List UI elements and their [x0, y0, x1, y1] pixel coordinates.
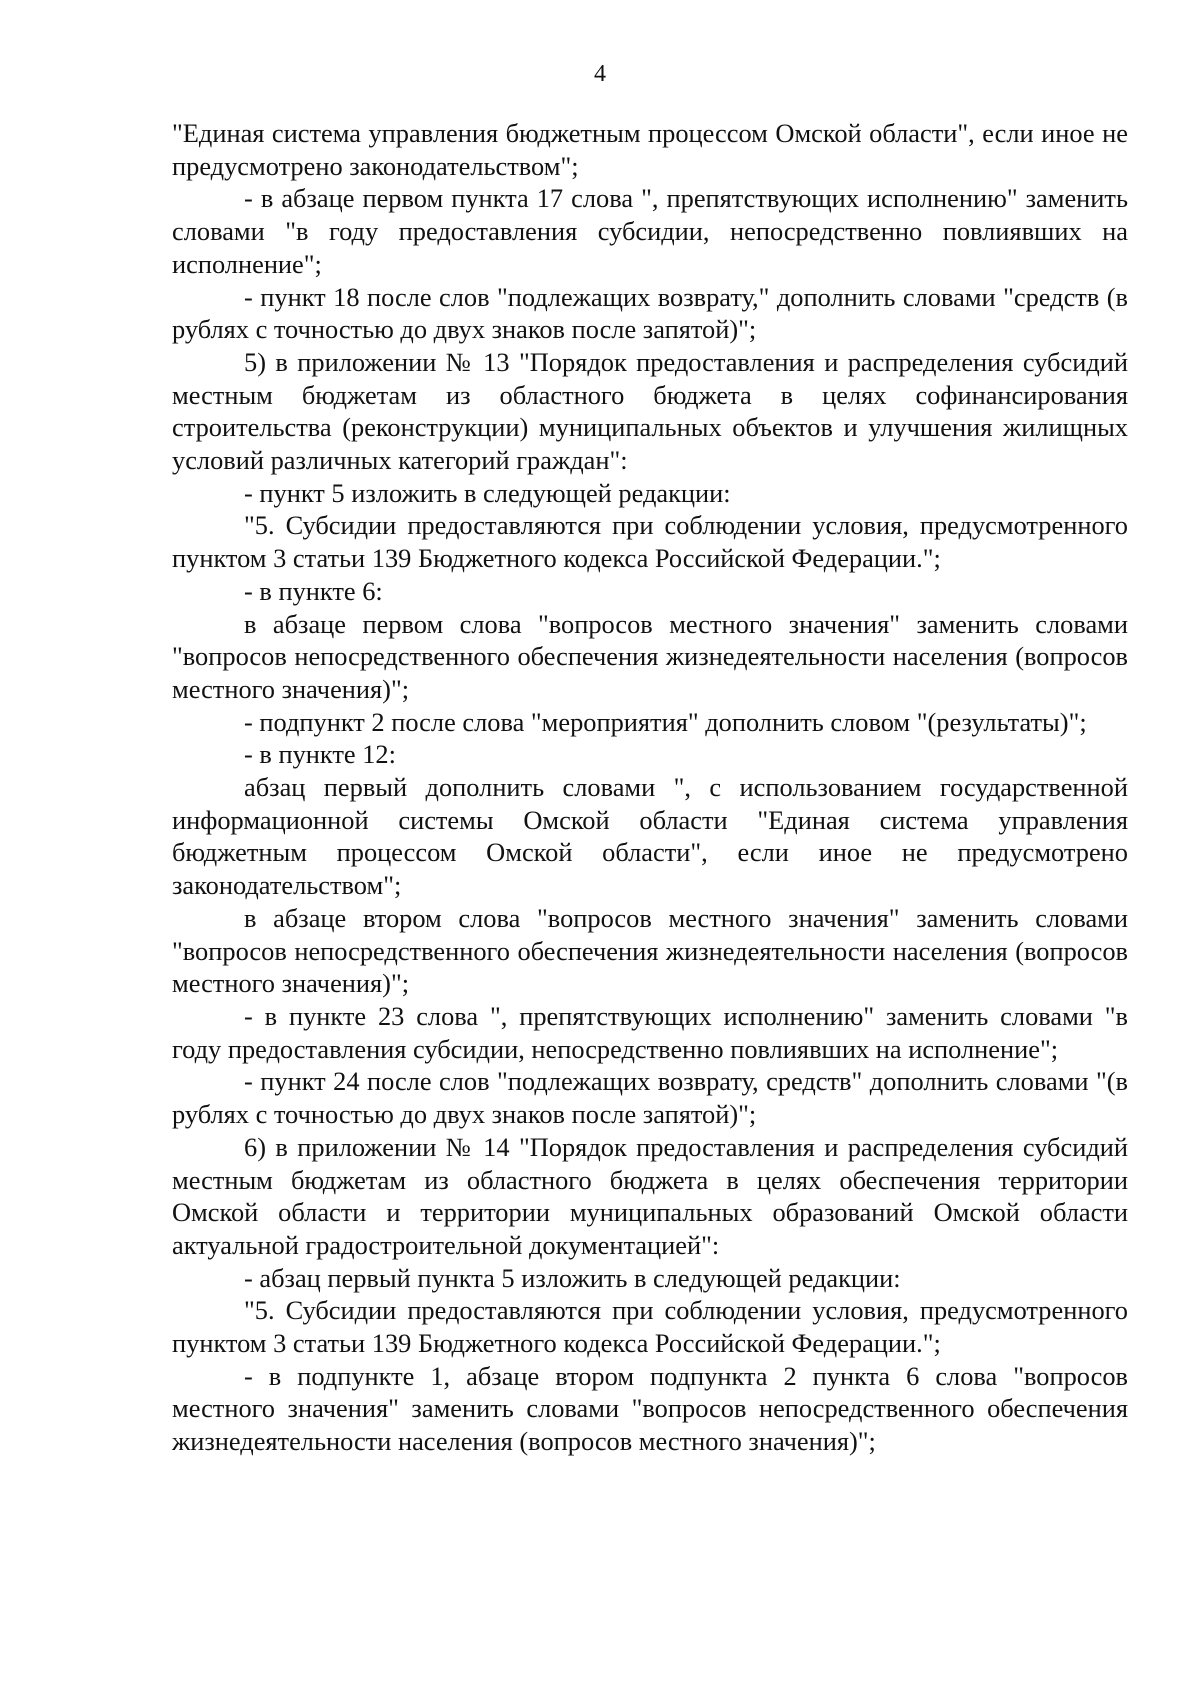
paragraph: - в пункте 6: [244, 575, 383, 606]
paragraph: - в абзаце первом пункта 17 слова ", препятствующих исполнению" заменить словами "в году предоставления субсидии, непосредственно повлиявших на исполнение"; [172, 183, 1128, 279]
paragraph: - в пункте 23 слова ", препятствующих исполнению" заменить словами "в году предоставления субсидии, непосредственно повлиявших на исполнение"; [172, 1000, 1128, 1064]
paragraph: в абзаце первом слова "вопросов местного значения" заменить словами "вопросов непосредственного обеспечения жизнедеятельности населения (вопросов местного значения)"; [172, 608, 1128, 704]
paragraph: "5. Субсидии предоставляются при соблюдении условия, предусмотренного пунктом 3 статьи 139 Бюджетного кодекса Российской Федерации."; [172, 1295, 1128, 1359]
paragraph: "5. Субсидии предоставляются при соблюдении условия, предусмотренного пунктом 3 статьи 139 Бюджетного кодекса Российской Федерации."; [172, 510, 1128, 574]
paragraph: в абзаце втором слова "вопросов местного значения" заменить словами "вопросов непосредственного обеспечения жизнедеятельности населения (вопросов местного значения)"; [172, 902, 1128, 999]
paragraph: абзац первый дополнить словами ", с использованием государственной информационной системы Омской области "Единая система управления бюджетным процессом Омской области", если иное не предусмотрено законодательством"; [172, 772, 1128, 901]
paragraph: - пункт 5 изложить в следующей редакции: [244, 477, 731, 508]
paragraph: - в пункте 12: [244, 739, 396, 770]
paragraph: 5) в приложении № 13 "Порядок предоставления и распределения субсидий местным бюджетам из областного бюджета в целях софинансирования строительства (реконструкции) муниципальных объектов и улучшения жилищных условий различных категорий граждан": [172, 346, 1128, 476]
document-body [172, 117, 1128, 1458]
paragraph: - подпункт 2 после слова "мероприятия" дополнить словом "(результаты)"; [244, 706, 1087, 737]
paragraph: - пункт 18 после слов "подлежащих возврату," дополнить словами "средств (в рублях с точностью до двух знаков после запятой)"; [172, 281, 1128, 345]
page-number: 4 [594, 61, 606, 87]
paragraph: - пункт 24 после слов "подлежащих возврату, средств" дополнить словами "(в рублях с точностью до двух знаков после запятой)"; [172, 1066, 1128, 1130]
paragraph: "Единая система управления бюджетным процессом Омской области", если иное не предусмотрено законодательством"; [172, 118, 1128, 181]
paragraph: - в подпункте 1, абзаце втором подпункта 2 пункта 6 слова "вопросов местного значения" заменить словами "вопросов непосредственного обеспечения жизнедеятельности населения (вопросов местного значения)"; [172, 1360, 1128, 1457]
paragraph: - абзац первый пункта 5 изложить в следующей редакции: [244, 1262, 901, 1293]
paragraph: 6) в приложении № 14 "Порядок предоставления и распределения субсидий местным бюджетам из областного бюджета в целях обеспечения территории Омской области и территории муниципальных образований Омской области актуальной градостроительной документацией": [172, 1131, 1128, 1260]
